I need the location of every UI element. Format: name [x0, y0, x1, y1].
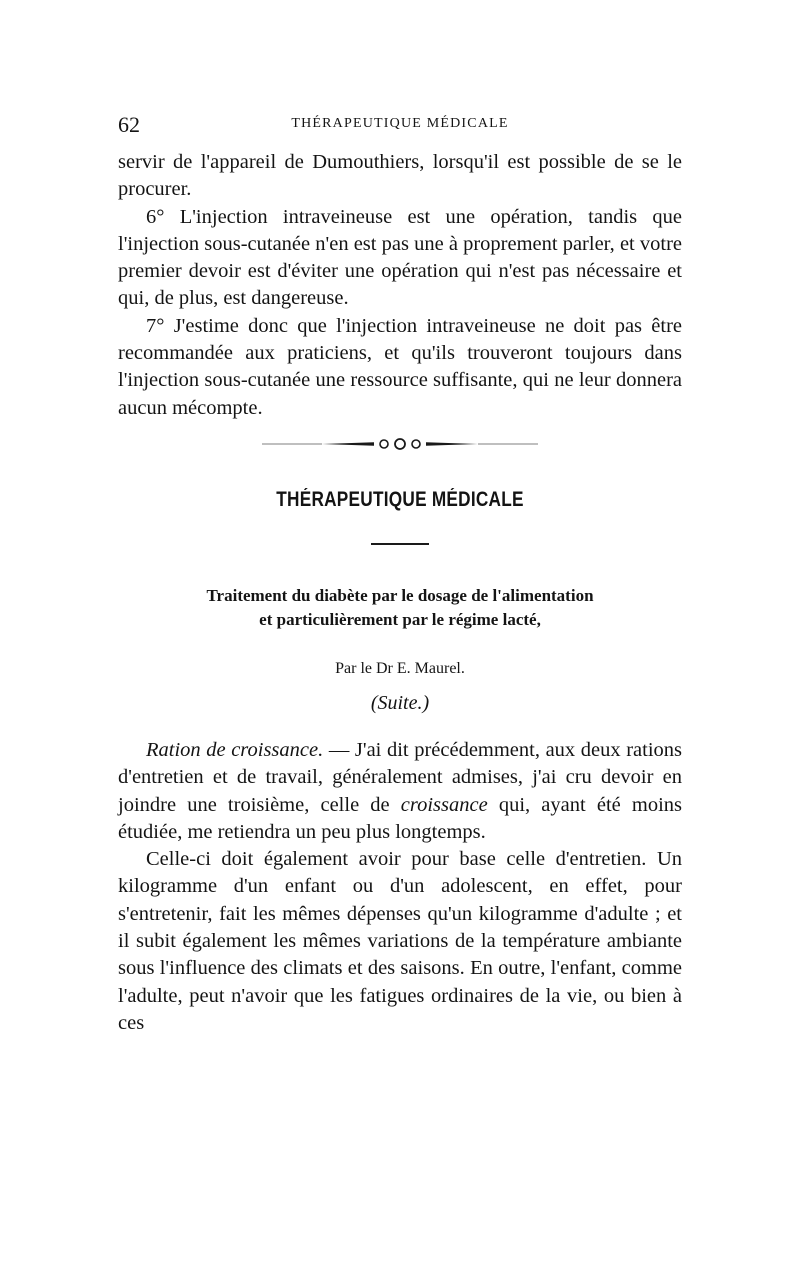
paragraph: servir de l'appareil de Dumouthiers, lorsqu'il est possible de se le procurer. [118, 151, 682, 201]
section-lead: Ration de croissance. [146, 739, 324, 761]
article-body [118, 737, 682, 1037]
article-title [100, 584, 700, 632]
article-title-line: et particulièrement par le régime lacté, [259, 610, 541, 629]
ornament-divider [262, 436, 538, 452]
paragraph: Celle-ci doit également avoir pour base celle d'entretien. Un kilogramme d'un enfant ou d'un adolescent, en effet, pour s'entretenir, fait les mêmes dépenses qu'un kilogramme d'adulte ; et il subit également les mêmes variations de la température ambiante sous l'influence des climats et des saisons. En outre, l'enfant, comme l'adulte, peut n'avoir que les fatigues ordinaires de la vie, ou bien à ces [118, 848, 682, 1034]
emphasis: croissance [400, 793, 488, 816]
paragraph: 6° L'injection intraveineuse est une opération, tandis que l'injection sous-cutanée n'en est pas une à proprement parler, et votre premier devoir est d'éviter une opération qui n'est pas nécessaire et qui, de plus, est dangereuse. [118, 205, 682, 310]
title-rule [371, 543, 429, 545]
paragraph [118, 737, 682, 846]
paragraph-text: qui, ayant été moins étudiée, me retiendra un peu plus longtemps. [118, 793, 682, 843]
paragraph: 7° J'estime donc que l'injection intraveineuse ne doit pas être recommandée aux praticiens, et qu'ils trouveront toujours dans l'injection sous-cutanée une ressource suffisante, qui ne leur donnera aucun mécompte. [118, 314, 682, 419]
section-title: THÉRAPEUTIQUE MÉDICALE [276, 488, 524, 511]
running-title: THÉRAPEUTIQUE MÉDICALE [291, 116, 509, 131]
article-title-line: Traitement du diabète par le dosage de l'alimentation [206, 586, 594, 605]
running-head [118, 112, 682, 142]
byline: Par le Dr E. Maurel. [335, 660, 465, 677]
continued-note: (Suite.) [370, 692, 430, 714]
page-number: 62 [118, 112, 140, 137]
continuation-text [118, 149, 682, 422]
paragraph-text: — J'ai dit précédemment, aux deux rations d'entretien et de travail, généralement admises, j'ai cru devoir en joindre une troisième, celle de [118, 739, 682, 816]
